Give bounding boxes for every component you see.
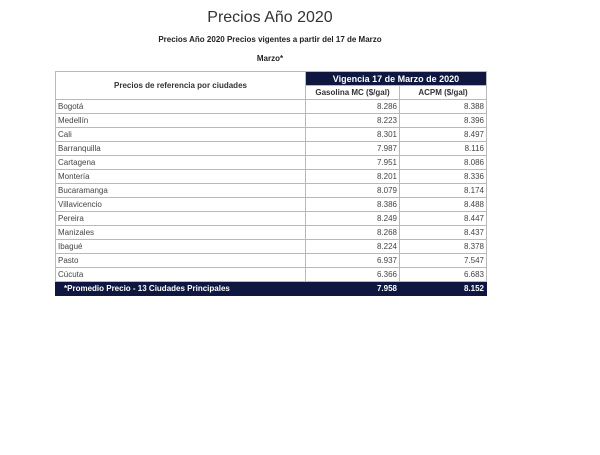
average-acpm: 8.152 [400,282,487,296]
table-row [56,100,487,114]
acpm-price: 8.497 [400,128,487,142]
city-name: Manizales [56,226,306,240]
city-name: Barranquilla [56,142,306,156]
city-name: Pereira [56,212,306,226]
acpm-price: 8.447 [400,212,487,226]
acpm-price: 8.174 [400,184,487,198]
gasolina-price: 7.951 [306,156,400,170]
month-label: Marzo* [256,54,284,63]
gasolina-price: 8.223 [306,114,400,128]
gasolina-column-header: Gasolina MC ($/gal) [306,86,400,100]
page-title: Precios Año 2020 [207,9,333,26]
table-row [56,184,487,198]
acpm-price: 8.388 [400,100,487,114]
table-row [56,142,487,156]
gasolina-price: 8.286 [306,100,400,114]
vigencia-header: Vigencia 17 de Marzo de 2020 [306,72,487,86]
acpm-price: 8.437 [400,226,487,240]
gasolina-price: 8.268 [306,226,400,240]
gasolina-price: 8.224 [306,240,400,254]
acpm-price: 8.086 [400,156,487,170]
average-gasolina: 7.958 [306,282,400,296]
acpm-price: 8.378 [400,240,487,254]
city-name: Cúcuta [56,268,306,282]
table-row [56,170,487,184]
average-row [56,282,487,296]
city-name: Ibagué [56,240,306,254]
city-name: Pasto [56,254,306,268]
table-row [56,240,487,254]
gasolina-price: 8.201 [306,170,400,184]
gasolina-price: 7.987 [306,142,400,156]
city-name: Villavicencio [56,198,306,212]
city-name: Cali [56,128,306,142]
table-row [56,212,487,226]
city-name: Bogotá [56,100,306,114]
city-name: Montería [56,170,306,184]
acpm-price: 8.396 [400,114,487,128]
gasolina-price: 8.079 [306,184,400,198]
price-table [55,71,487,296]
acpm-price: 8.116 [400,142,487,156]
table-row [56,226,487,240]
table-row [56,254,487,268]
acpm-price: 8.488 [400,198,487,212]
table-row [56,114,487,128]
gasolina-price: 6.366 [306,268,400,282]
acpm-price: 7.547 [400,254,487,268]
table-row [56,128,487,142]
table-row [56,156,487,170]
page-subtitle: Precios Año 2020 Precios vigentes a partir del 17 de Marzo [158,35,382,44]
table-row [56,198,487,212]
gasolina-price: 8.386 [306,198,400,212]
city-name: Bucaramanga [56,184,306,198]
table-row [56,268,487,282]
gasolina-price: 6.937 [306,254,400,268]
reference-header: Precios de referencia por ciudades [56,72,306,100]
acpm-price: 6.683 [400,268,487,282]
average-label: *Promedio Precio - 13 Ciudades Principales [56,282,306,296]
gasolina-price: 8.249 [306,212,400,226]
city-name: Cartagena [56,156,306,170]
acpm-column-header: ACPM ($/gal) [400,86,487,100]
city-name: Medellín [56,114,306,128]
acpm-price: 8.336 [400,170,487,184]
gasolina-price: 8.301 [306,128,400,142]
